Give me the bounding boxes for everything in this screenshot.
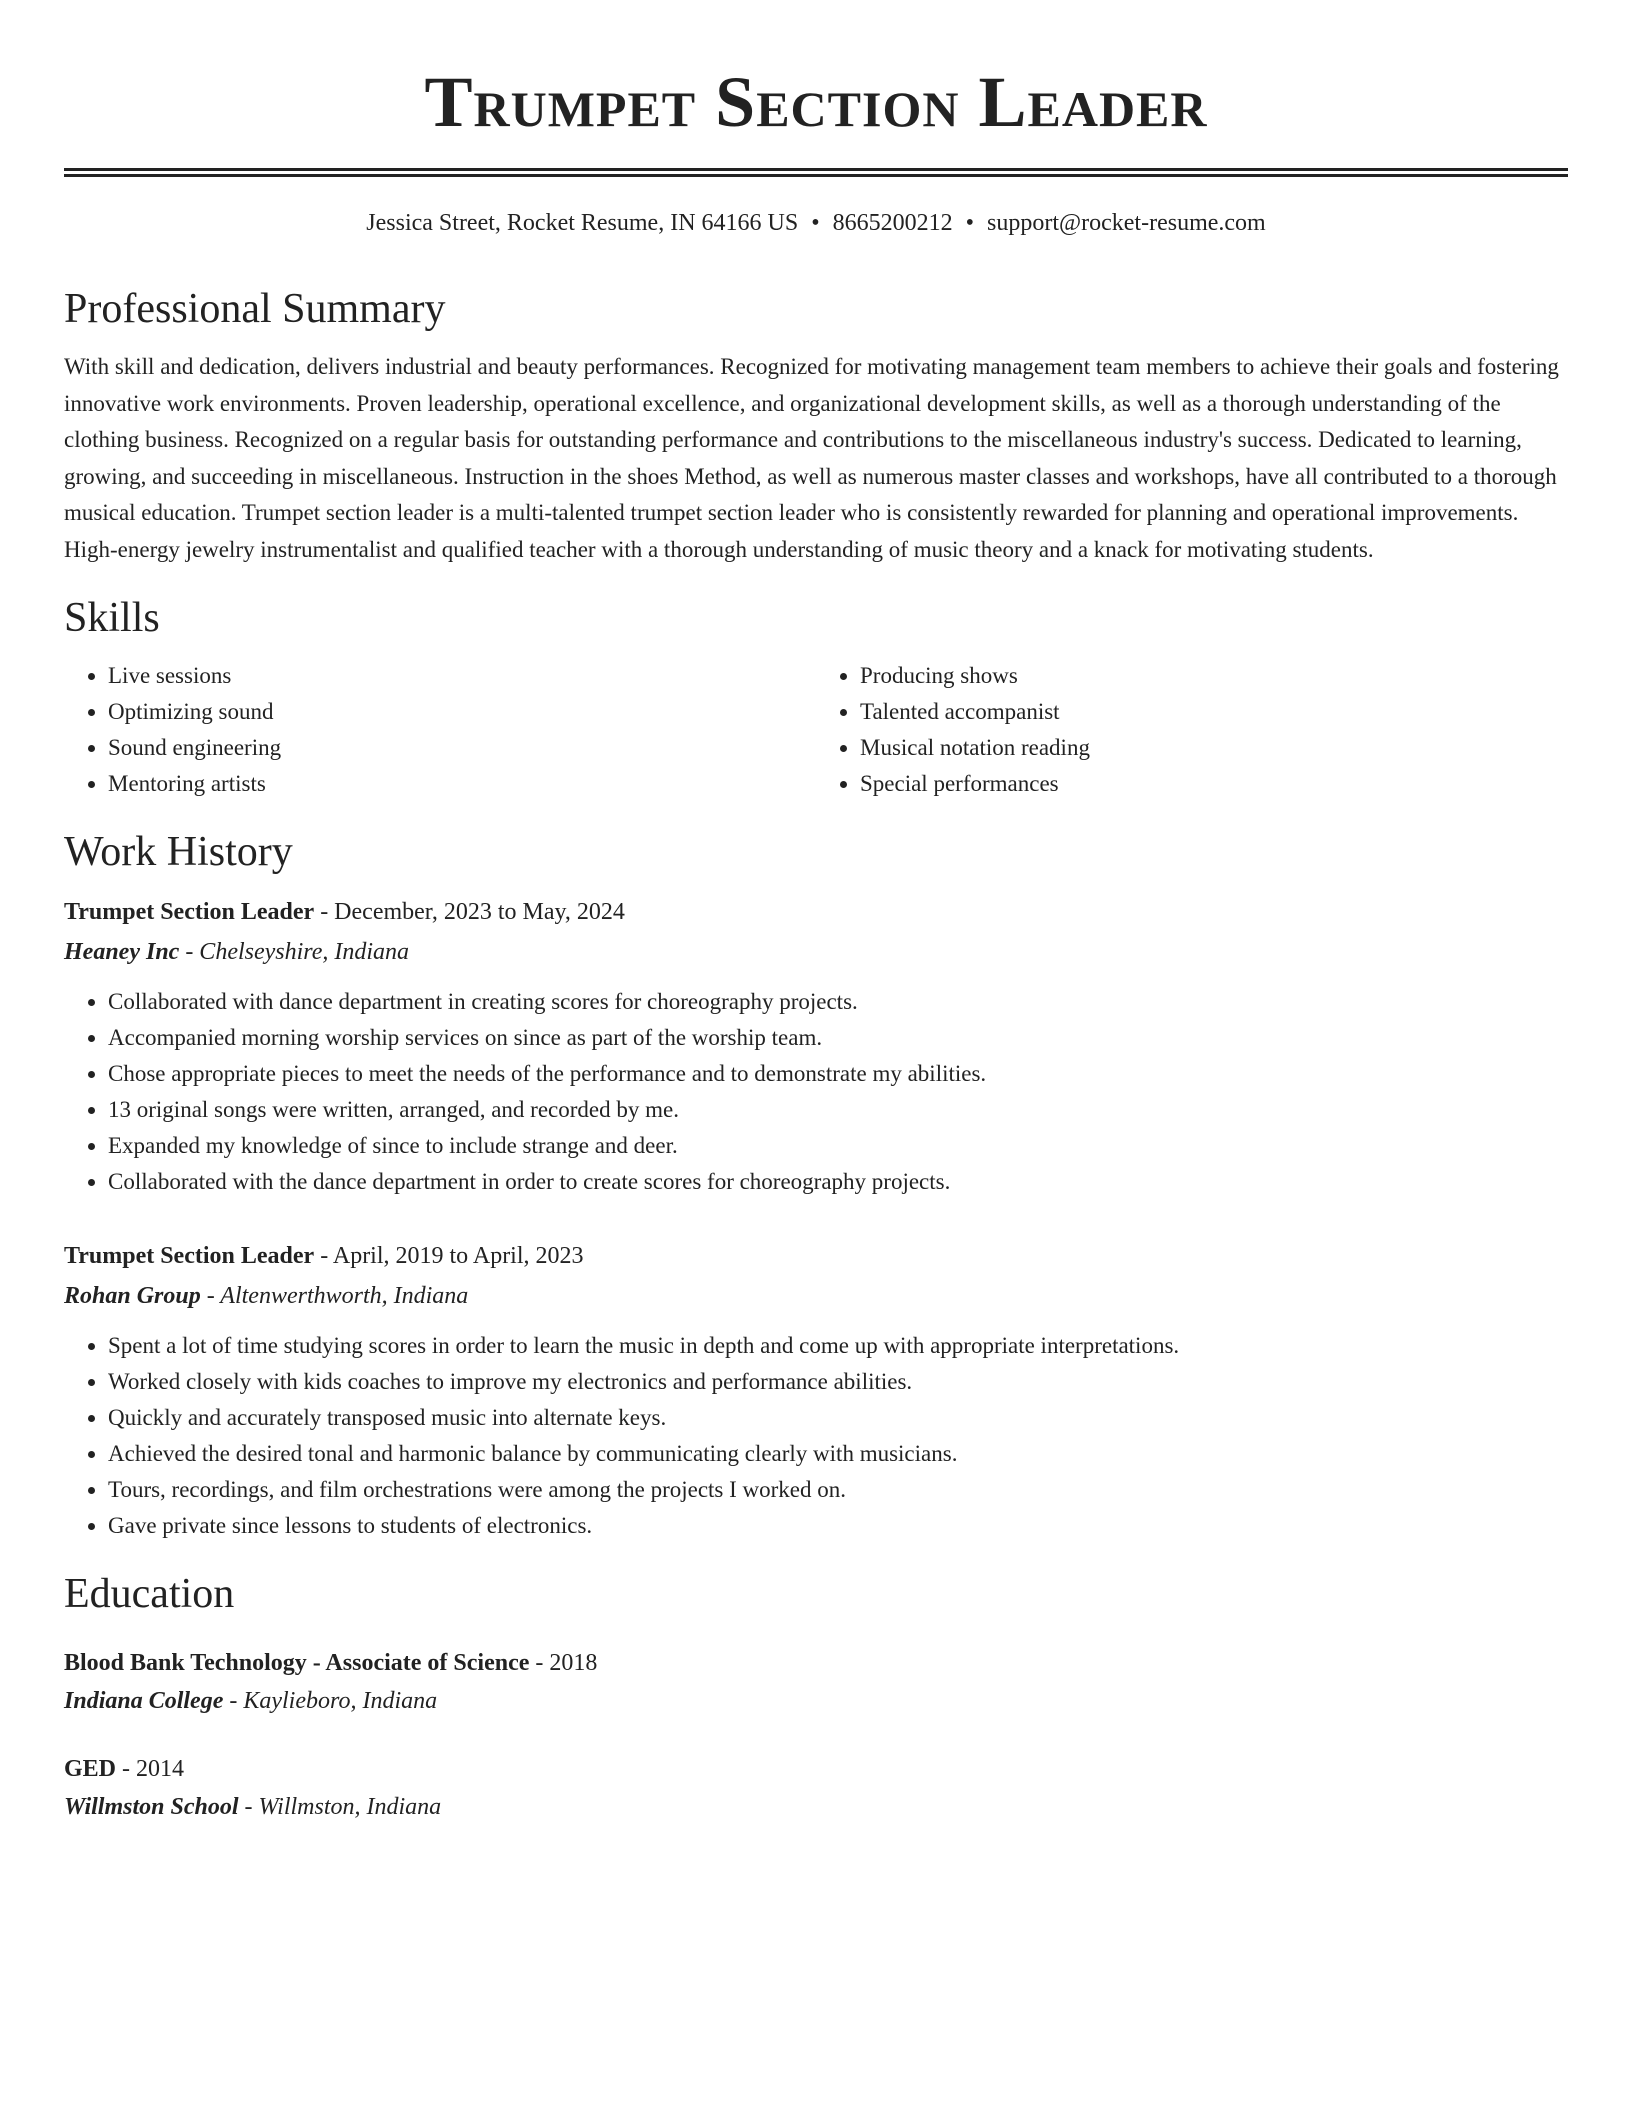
skills-list-right xyxy=(816,658,1568,802)
contact-separator: • xyxy=(811,210,820,236)
education-year: - 2018 xyxy=(529,1650,598,1676)
summary-heading: Professional Summary xyxy=(64,286,446,332)
skill-item: • Optimizing sound xyxy=(108,694,816,730)
job-bullet: • Spent a lot of time studying scores in order to learn the music in depth and come up with appropriate interpretations. xyxy=(108,1328,1568,1364)
job-company-line xyxy=(64,1276,1568,1316)
education-entry xyxy=(64,1644,1568,1720)
job-dates: - December, 2023 to May, 2024 xyxy=(314,899,625,925)
contact-line xyxy=(64,207,1568,239)
summary-text: With skill and dedication, delivers industrial and beauty performances. Recognized for motivating management team members to achieve their goals and fostering innovative work environments. Proven leadership, operational excellence, and organizational development skills, as well as a thorough understanding of the clothing business. Recognized on a regular basis for outstanding performance and contributions to the miscellaneous industry's success. Dedicated to learning, growing, and succeeding in miscellaneous. Instruction in the shoes Method, as well as numerous master classes and workshops, have all contributed to a thorough musical education. Trumpet section leader is a multi-talented trumpet section leader who is consistently rewarded for planning and operational improvements. High-energy jewelry instrumentalist and qualified teacher with a thorough understanding of music theory and a knack for motivating students. xyxy=(64,354,1559,562)
job-bullet: • Collaborated with the dance department in order to create scores for choreography projects. xyxy=(108,1164,1568,1200)
job-bullet: • Accompanied morning worship services on since as part of the worship team. xyxy=(108,1020,1568,1056)
job-bullet: • Quickly and accurately transposed music into alternate keys. xyxy=(108,1400,1568,1436)
job-bullet: • Achieved the desired tonal and harmonic balance by communicating clearly with musicians. xyxy=(108,1436,1568,1472)
job-bullet: • Tours, recordings, and film orchestrations were among the projects I worked on. xyxy=(108,1472,1568,1508)
job-location: - Altenwerthworth, Indiana xyxy=(200,1283,469,1309)
job-title-line xyxy=(64,1236,1568,1276)
header-divider xyxy=(64,168,1568,177)
job-bullet: • Gave private since lessons to students of electronics. xyxy=(108,1508,1568,1544)
skill-item: • Special performances xyxy=(860,766,1568,802)
job-entry xyxy=(64,1236,1568,1544)
work-history-heading: Work History xyxy=(64,829,293,875)
job-bullet: • 13 original songs were written, arranged, and recorded by me. xyxy=(108,1092,1568,1128)
job-bullet: • Worked closely with kids coaches to improve my electronics and performance abilities. xyxy=(108,1364,1568,1400)
skill-item: • Sound engineering xyxy=(108,730,816,766)
job-entry xyxy=(64,892,1568,1200)
candidate-name: Trumpet Section Leader xyxy=(424,62,1208,142)
job-dates: - April, 2019 to April, 2023 xyxy=(314,1243,584,1269)
job-bullet: • Collaborated with dance department in creating scores for choreography projects. xyxy=(108,984,1568,1020)
job-company: Heaney Inc xyxy=(64,939,180,965)
job-title-line xyxy=(64,892,1568,932)
education-school: Willmston School xyxy=(64,1794,239,1820)
contact-phone: 8665200212 xyxy=(832,210,953,236)
skills-grid xyxy=(64,658,1568,802)
education-heading: Education xyxy=(64,1571,235,1617)
skill-item: • Musical notation reading xyxy=(860,730,1568,766)
education-location: - Willmston, Indiana xyxy=(238,1794,442,1820)
education-school-line xyxy=(64,1682,1568,1720)
education-degree: Blood Bank Technology - Associate of Science xyxy=(64,1650,530,1676)
job-title: Trumpet Section Leader xyxy=(64,899,315,925)
education-degree-line xyxy=(64,1644,1568,1682)
job-title: Trumpet Section Leader xyxy=(64,1243,315,1269)
skill-item: • Producing shows xyxy=(860,658,1568,694)
job-location: - Chelseyshire, Indiana xyxy=(179,939,410,965)
education-degree-line xyxy=(64,1750,1568,1788)
skills-list-left xyxy=(64,658,816,802)
contact-separator: • xyxy=(965,210,975,236)
job-bullet: • Chose appropriate pieces to meet the needs of the performance and to demonstrate my abilities. xyxy=(108,1056,1568,1092)
education-school: Indiana College xyxy=(64,1688,224,1714)
job-bullet: • Expanded my knowledge of since to include strange and deer. xyxy=(108,1128,1568,1164)
skills-heading: Skills xyxy=(64,595,160,641)
resume-page xyxy=(64,0,1568,1826)
education-school-line xyxy=(64,1788,1568,1826)
education-year: - 2014 xyxy=(116,1756,185,1782)
contact-address: Jessica Street, Rocket Resume, IN 64166 US xyxy=(366,210,799,236)
job-bullets xyxy=(64,1328,1568,1544)
job-bullets xyxy=(64,984,1568,1200)
education-location: - Kaylieboro, Indiana xyxy=(223,1688,438,1714)
education-entry xyxy=(64,1750,1568,1826)
contact-email: support@rocket-resume.com xyxy=(987,210,1266,236)
job-company-line xyxy=(64,932,1568,972)
skill-item: • Live sessions xyxy=(108,658,816,694)
education-degree: GED xyxy=(64,1756,117,1782)
skill-item: • Talented accompanist xyxy=(860,694,1568,730)
job-company: Rohan Group xyxy=(64,1283,201,1309)
skill-item: • Mentoring artists xyxy=(108,766,816,802)
